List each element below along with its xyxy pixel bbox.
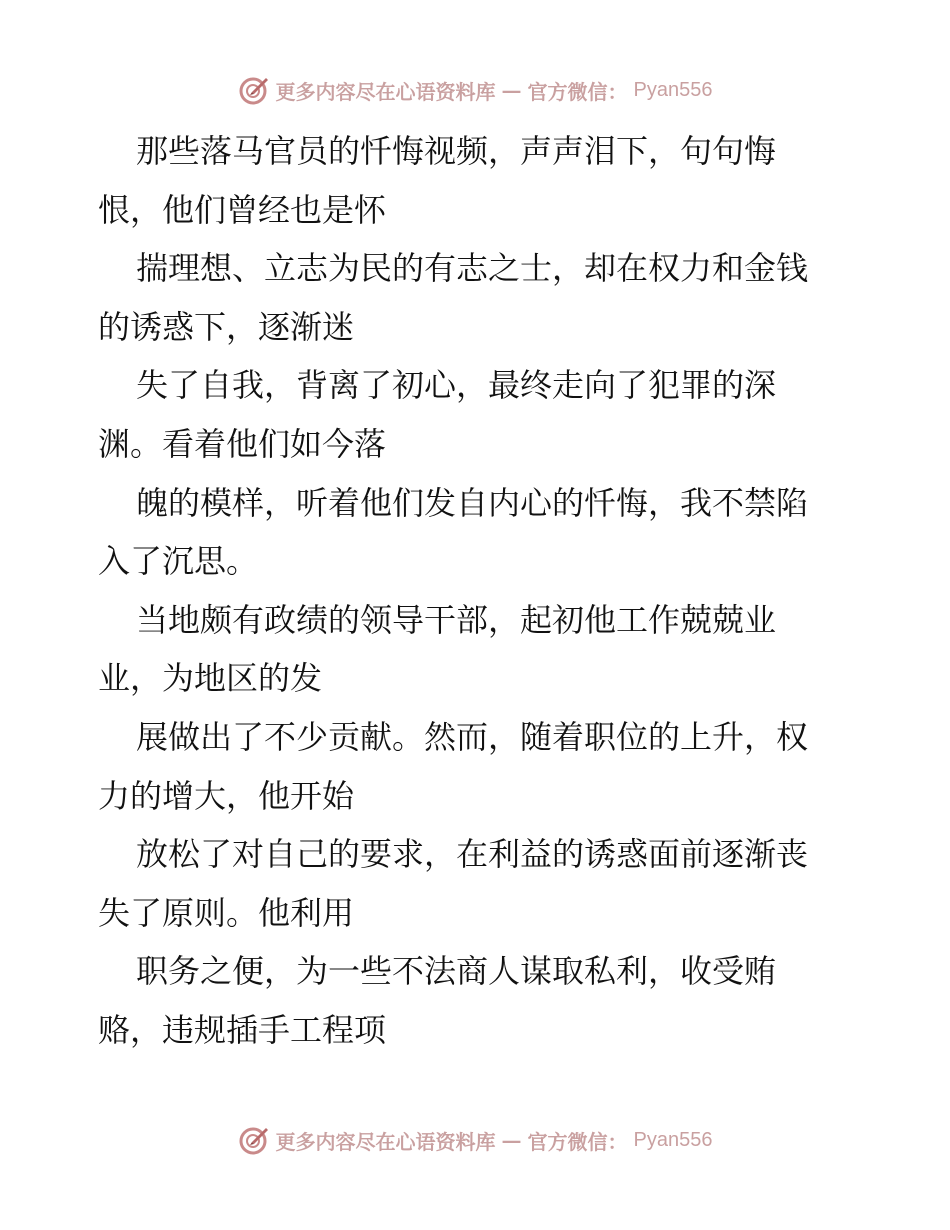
watermark-site-text: 更多内容尽在心语资料库 bbox=[275, 1129, 496, 1154]
pen-logo-icon bbox=[238, 74, 270, 106]
body-line: 当地颇有政绩的领导干部，起初他工作兢兢业 bbox=[136, 600, 777, 639]
watermark-wechat-id: Pyan556 bbox=[633, 78, 713, 101]
body-line: 的诱惑下，逐渐迷 bbox=[98, 307, 355, 346]
body-line: 那些落马官员的忏悔视频，声声泪下，句句悔 bbox=[136, 132, 777, 170]
watermark-site-text: 更多内容尽在心语资料库 bbox=[275, 79, 496, 104]
watermark-wechat-id: Pyan556 bbox=[633, 1128, 713, 1151]
body-line: 揣理想、立志为民的有志之士，却在权力和金钱 bbox=[136, 249, 809, 288]
watermark-wechat-label: 官方微信： bbox=[527, 79, 628, 104]
body-line: 业，为地区的发 bbox=[98, 659, 323, 698]
watermark-wechat-label: 官方微信： bbox=[527, 1129, 628, 1154]
header-watermark bbox=[0, 72, 950, 108]
body-line: 渊。看着他们如今落 bbox=[98, 424, 387, 463]
body-line: 恨，他们曾经也是怀 bbox=[98, 190, 387, 229]
body-line: 入了沉思。 bbox=[98, 542, 259, 581]
watermark-dash: — bbox=[501, 78, 522, 102]
pen-logo-icon bbox=[238, 1124, 270, 1156]
body-line: 魄的模样，听着他们发自内心的忏悔，我不禁陷 bbox=[136, 483, 809, 522]
body-line: 失了原则。他利用 bbox=[98, 893, 355, 932]
body-line: 放松了对自己的要求，在利益的诱惑面前逐渐丧 bbox=[136, 835, 809, 874]
body-line: 赂，违规插手工程项 bbox=[98, 1010, 387, 1049]
document-body bbox=[98, 122, 858, 1060]
body-line: 力的增大，他开始 bbox=[98, 776, 355, 815]
watermark-dash: — bbox=[501, 1128, 522, 1152]
body-line: 展做出了不少贡献。然而，随着职位的上升，权 bbox=[136, 717, 809, 756]
body-line: 职务之便，为一些不法商人谋取私利，收受贿 bbox=[136, 952, 777, 991]
body-line: 失了自我，背离了初心，最终走向了犯罪的深 bbox=[136, 366, 777, 405]
footer-watermark bbox=[0, 1122, 950, 1158]
